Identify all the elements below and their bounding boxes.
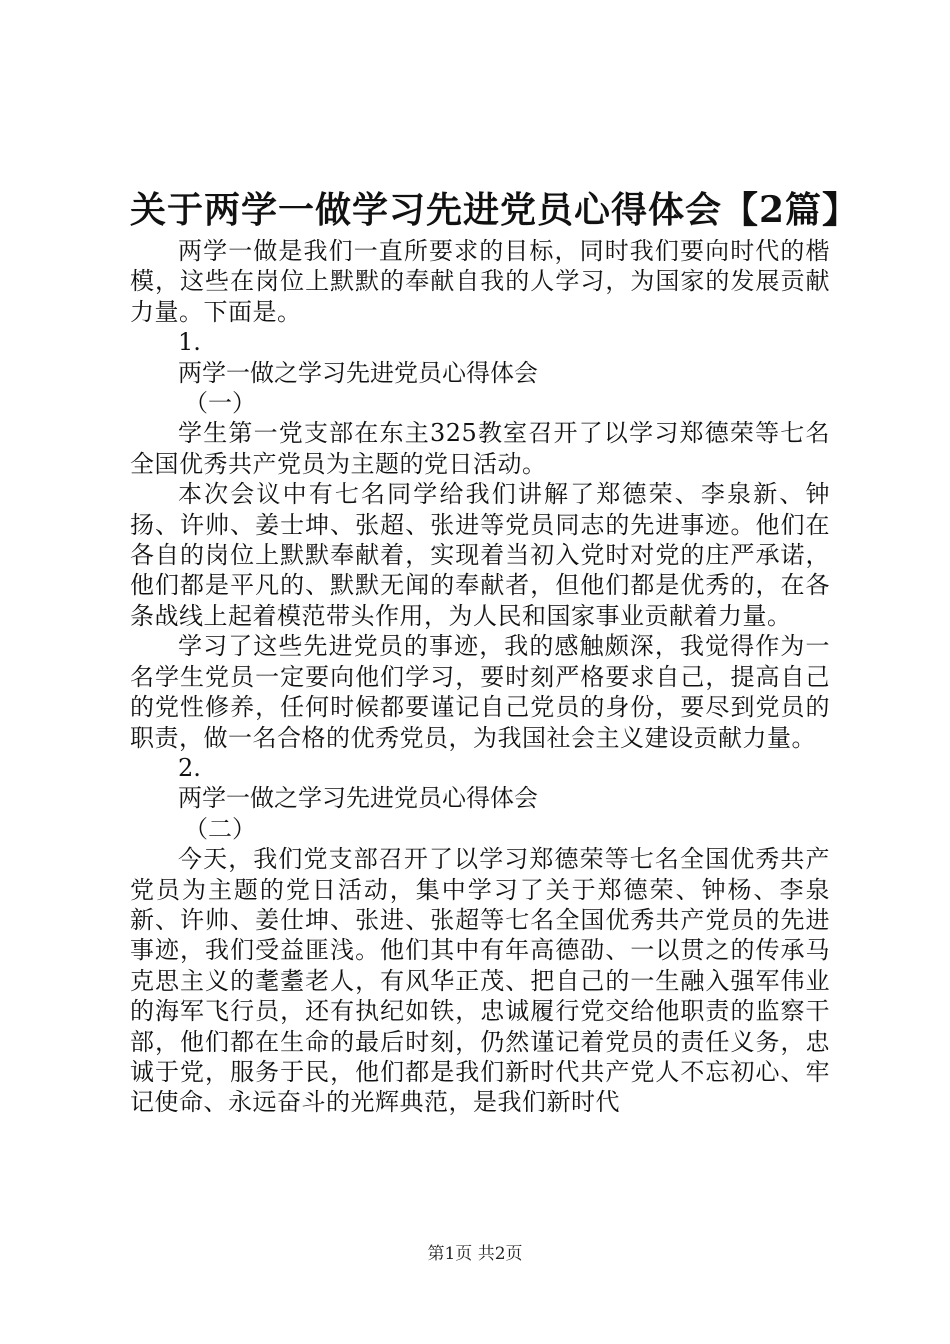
document-title: 关于两学一做学习先进党员心得体会【2篇】 — [130, 189, 860, 231]
document-body — [130, 236, 830, 1118]
section-1-paragraph-2: 本次会议中有七名同学给我们讲解了郑德荣、李泉新、钟扬、许帅、姜士坤、张超、张进等党员同志的先进事迹。他们在各自的岗位上默默奉献着，实现着当初入党时对党的庄严承诺，他们都是平凡的、默默无闻的奉献者，但他们都是优秀的，在各条战线上起着模范带头作用，为人民和国家事业贡献着力量。 — [130, 480, 830, 630]
section-1-heading: 两学一做之学习先进党员心得体会 — [178, 358, 538, 387]
section-2-heading: 两学一做之学习先进党员心得体会 — [178, 784, 538, 813]
section-2-paragraph-1: 今天，我们党支部召开了以学习郑德荣等七名全国优秀共产党员为主题的党日活动，集中学习了关于郑德荣、钟杨、李泉新、许帅、姜仕坤、张进、张超等七名全国优秀共产党员的先进事迹，我们受益匪浅。他们其中有年高德劭、一以贯之的传承马克思主义的耄耋老人，有风华正茂、把自己的一生融入强军伟业的海军飞行员，还有执纪如铁，忠诚履行党交给他职责的监察干部，他们都在生命的最后时刻，仍然谨记着党员的责任义务，忠诚于党，服务于民，他们都是我们新时代共产党人不忘初心、牢记使命、永远奋斗的光辉典范，是我们新时代 — [130, 845, 830, 1117]
section-2-subheading: （二） — [184, 814, 256, 843]
section-1-paragraph-3: 学习了这些先进党员的事迹，我的感触颇深，我觉得作为一名学生党员一定要向他们学习，要时刻严格要求自己，提高自己的党性修养，任何时候都要谨记自己党员的身份，要尽到党员的职责，做一名合格的优秀党员，为我国社会主义建设贡献力量。 — [130, 632, 830, 752]
section-1-number: 1. — [178, 328, 201, 357]
section-1-subheading: （一） — [184, 389, 256, 418]
section-2-number: 2. — [178, 753, 201, 782]
section-1-paragraph-1: 学生第一党支部在东主325教室召开了以学习郑德荣等七名全国优秀共产党员为主题的党日活动。 — [130, 419, 830, 478]
page-footer: 第1页 共2页 — [427, 1244, 523, 1264]
intro-paragraph: 两学一做是我们一直所要求的目标，同时我们要向时代的楷模，这些在岗位上默默的奉献自我的人学习，为国家的发展贡献力量。下面是。 — [130, 237, 830, 326]
